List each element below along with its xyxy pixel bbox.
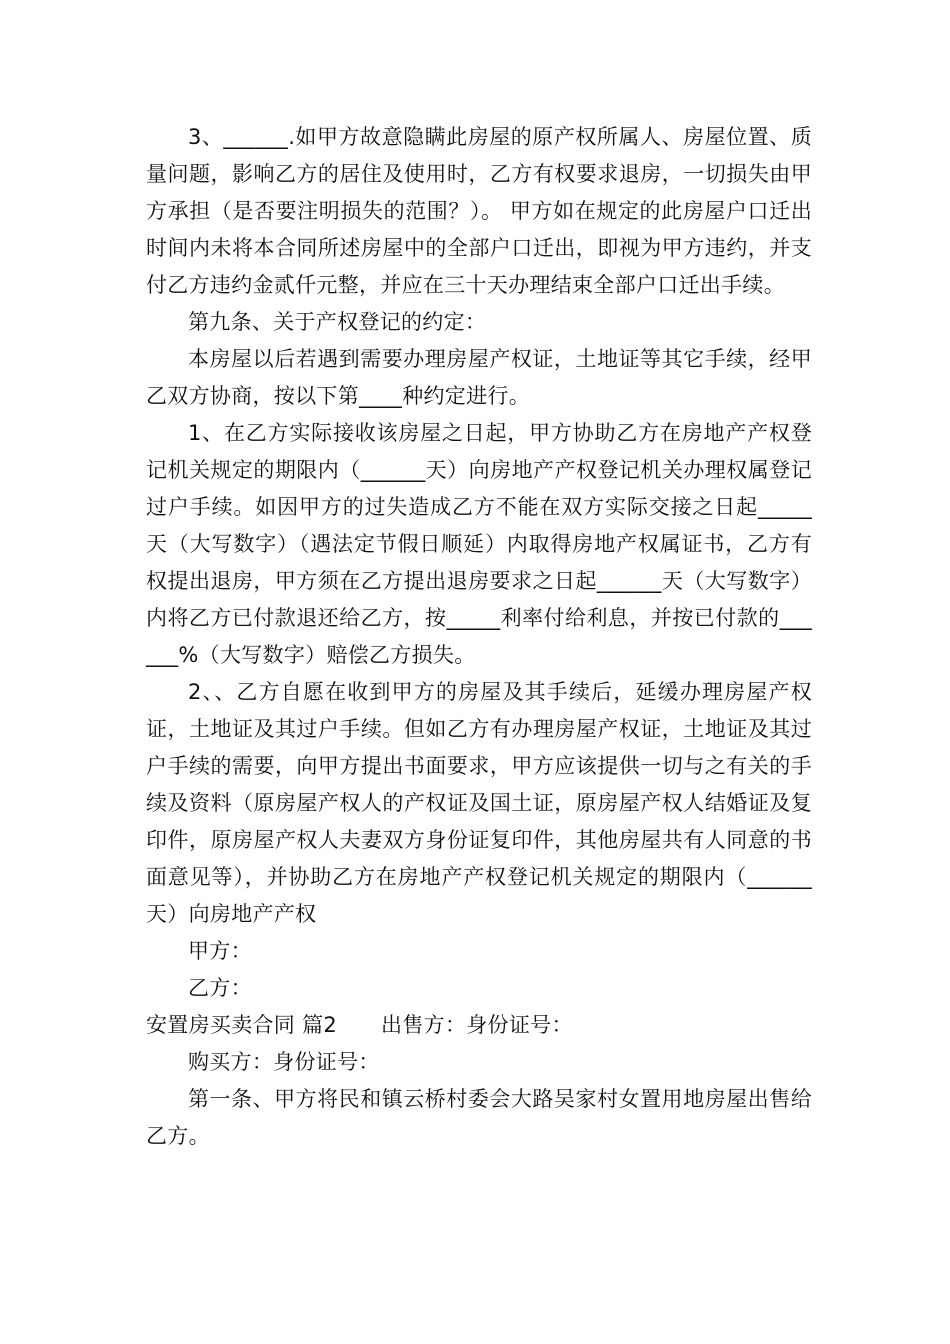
- seller-id-label: 出售方：身份证号：: [381, 1013, 573, 1037]
- paragraph-article-1: 第一条、甲方将民和镇云桥村委会大路吴家村女置用地房屋出售给乙方。: [146, 1087, 812, 1148]
- document-body: [146, 119, 812, 1155]
- paragraph-clause-3: 3、______.如甲方故意隐瞒此房屋的原产权所属人、房屋位置、质量问题，影响乙方的居住及使用时，乙方有权要求退房，一切损失由甲方承担（是否要注明损失的范围？）。 甲方如在规定的此房屋户口迁出时间内未将本合同所述房屋中的全部户口迁出，即视为甲方违约，并支付乙方违约金贰仟元整，并应在三十天办理结束全部户口迁出手续。: [146, 125, 812, 297]
- paragraph-article-9-intro: 本房屋以后若遇到需要办理房屋产权证，土地证等其它手续，经甲乙双方协商，按以下第____种约定进行。: [146, 347, 812, 408]
- contract-title-line: [146, 1007, 812, 1044]
- party-a-signature-line: 甲方：: [188, 939, 252, 963]
- paragraph-option-2: 2、、乙方自愿在收到甲方的房屋及其手续后，延缓办理房屋产权证，土地证及其过户手续。但如乙方有办理房屋产权证，土地证及其过户手续的需要，向甲方提出书面要求，甲方应该提供一切与之有关的手续及资料（原房屋产权人的产权证及国土证，原房屋产权人结婚证及复印件，原房屋产权人夫妻双方身份证复印件，其他房屋共有人同意的书面意见等），并协助乙方在房地产产权登记机关规定的期限内（______天）向房地产产权: [146, 680, 812, 926]
- contract-title: 安置房买卖合同 篇2: [146, 1013, 338, 1037]
- paragraph-option-1: 1、在乙方实际接收该房屋之日起，甲方协助乙方在房地产产权登记机关规定的期限内（______天）向房地产产权登记机关办理权属登记过户手续。如因甲方的过失造成乙方不能在双方实际交接之日起_____天（大写数字）（遇法定节假日顺延）内取得房地产权属证书，乙方有权提出退房，甲方须在乙方提出退房要求之日起______天（大写数字）内将乙方已付款退还给乙方，按_____利率付给利息，并按已付款的______%（大写数字）赔偿乙方损失。: [146, 421, 812, 667]
- party-b-signature-line: 乙方：: [188, 976, 252, 1000]
- paragraph-article-9-heading: 第九条、关于产权登记的约定：: [188, 310, 487, 334]
- buyer-id-line: 购买方：身份证号：: [188, 1050, 380, 1074]
